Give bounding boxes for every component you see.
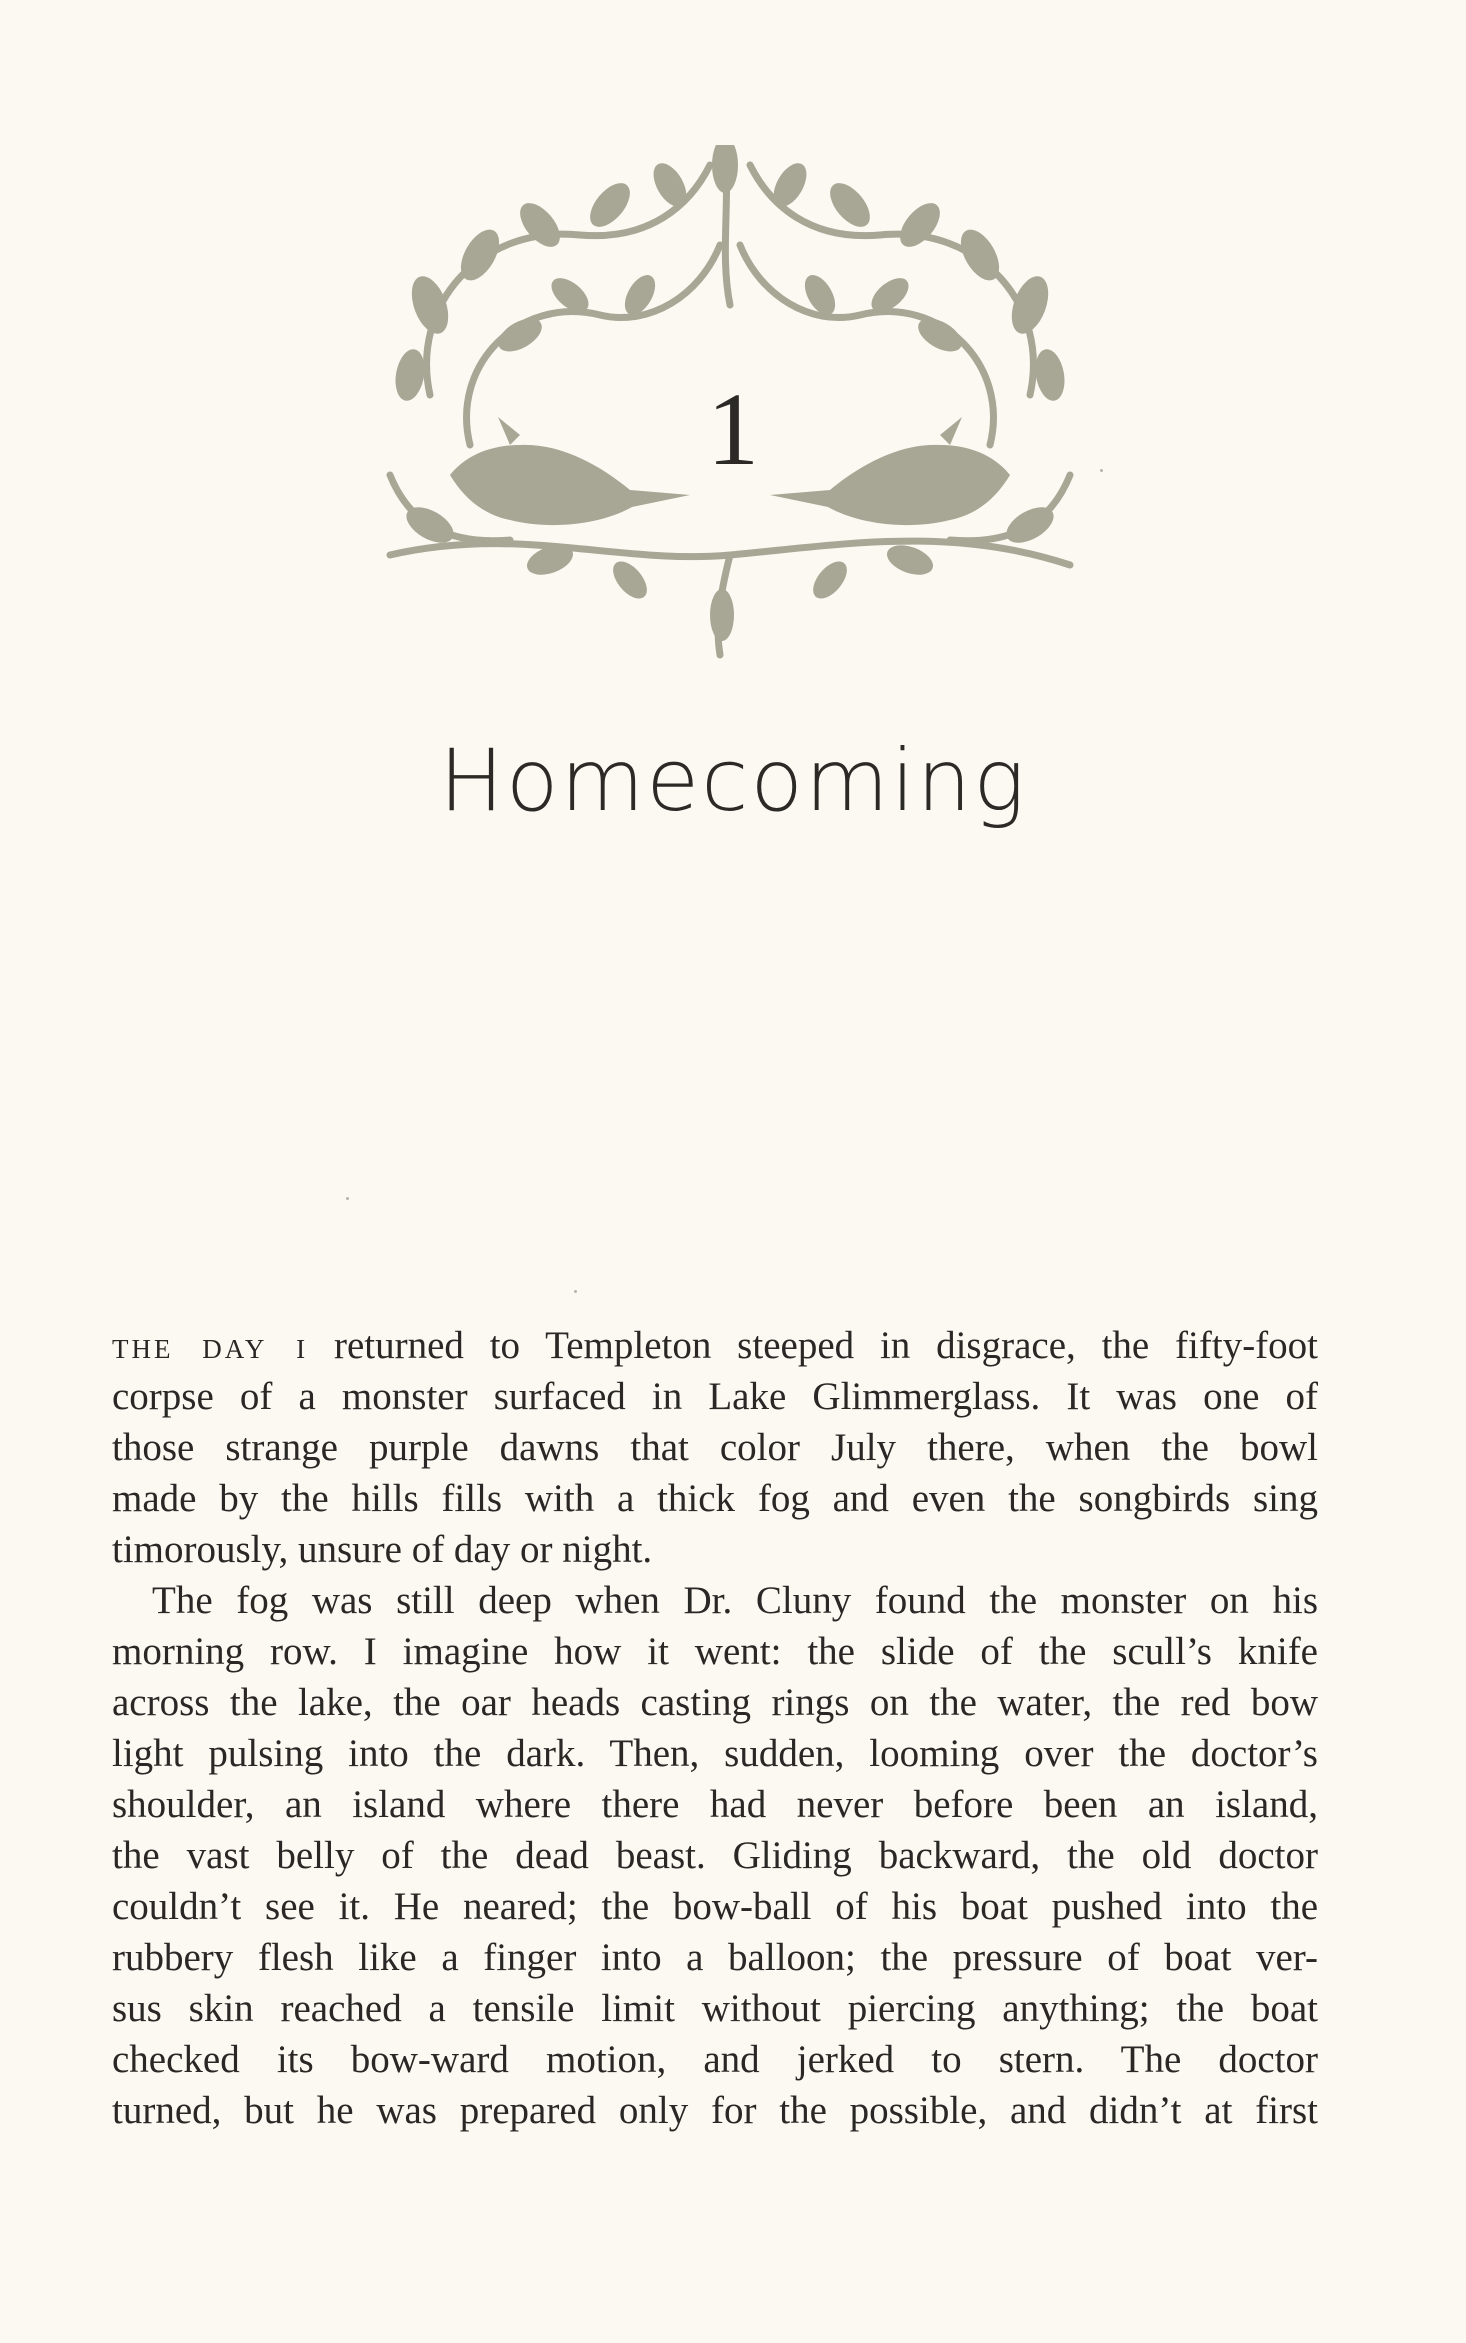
body-line: light pulsing into the dark. Then, sudden, looming over the doctor’s <box>112 1732 1318 1775</box>
body-line: The fog was still deep when Dr. Cluny found the monster on his <box>152 1579 1318 1622</box>
body-line: the vast belly of the dead beast. Gliding backward, the old doctor <box>112 1834 1318 1877</box>
body-text <box>112 1320 1318 2136</box>
body-line: sus skin reached a tensile limit without piercing anything; the boat <box>112 1987 1318 2030</box>
body-line: timorously, unsure of day or night. <box>112 1528 653 1571</box>
body-line: morning row. I imagine how it went: the slide of the scull’s knife <box>112 1630 1318 1673</box>
body-line: across the lake, the oar heads casting rings on the water, the red bow <box>112 1681 1318 1724</box>
body-line: shoulder, an island where there had never before been an island, <box>112 1783 1318 1826</box>
paper-speck <box>346 1197 349 1200</box>
body-line-text: returned to Templeton steeped in disgrace, the fifty-foot <box>333 1324 1318 1367</box>
body-line: checked its bow-ward motion, and jerked to stern. The doctor <box>112 2038 1318 2081</box>
body-line <box>112 1320 1318 1371</box>
body-line: turned, but he was prepared only for the possible, and didn’t at first <box>112 2089 1318 2132</box>
paper-speck <box>574 1290 577 1293</box>
paper-speck <box>1100 469 1103 472</box>
body-line: rubbery flesh like a finger into a balloon; the pressure of boat ver- <box>112 1936 1318 1979</box>
opening-small-caps: the day i <box>112 1324 309 1367</box>
body-line: corpse of a monster surfaced in Lake Glimmerglass. It was one of <box>112 1375 1318 1418</box>
body-line: couldn’t see it. He neared; the bow-ball of his boat pushed into the <box>112 1885 1318 1928</box>
chapter-number: 1 <box>707 372 759 487</box>
body-line: made by the hills fills with a thick fog and even the songbirds sing <box>112 1477 1318 1520</box>
body-line: those strange purple dawns that color July there, when the bowl <box>112 1426 1318 1469</box>
chapter-title: Homecoming <box>439 731 1027 831</box>
